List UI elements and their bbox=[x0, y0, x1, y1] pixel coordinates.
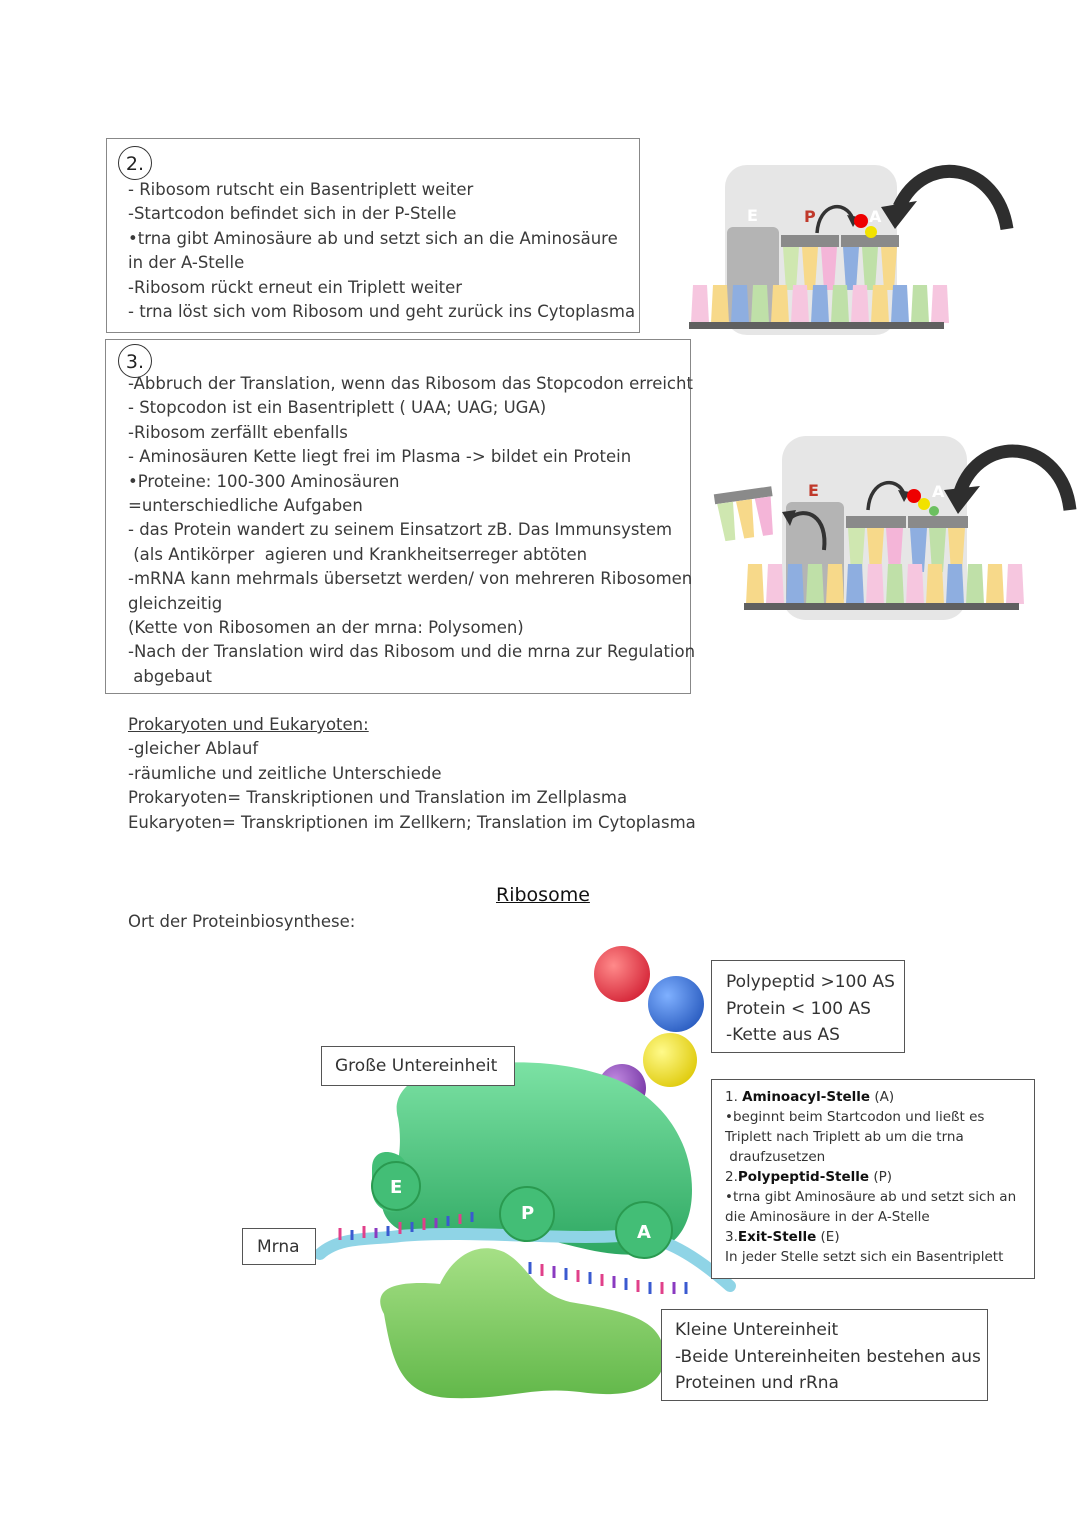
polypeptid-box bbox=[711, 960, 905, 1053]
prokaryoten-section bbox=[128, 713, 696, 835]
site-info-line: die Aminosäure in der A-Stelle bbox=[725, 1209, 930, 1225]
site-info-line: 1. Aminoacyl-Stelle (A) bbox=[725, 1089, 895, 1105]
step-3-line: - das Protein wandert zu seinem Einsatzort zB. Das Immunsystem bbox=[128, 520, 673, 540]
site-p-label: P bbox=[521, 1203, 535, 1224]
ribosome-sites-box bbox=[711, 1079, 1035, 1279]
polypeptid-line: Polypeptid >100 AS bbox=[726, 972, 895, 992]
polypeptid-line: -Kette aus AS bbox=[726, 1025, 840, 1045]
small-subunit-box bbox=[661, 1309, 988, 1401]
prokaryoten-line: -räumliche und zeitliche Unterschiede bbox=[128, 763, 442, 783]
step-2-number: 2. bbox=[118, 146, 152, 180]
ribosome-subtitle: Ort der Proteinbiosynthese: bbox=[128, 912, 356, 931]
site-info-line: •trna gibt Aminosäure ab und setzt sich an bbox=[725, 1189, 1017, 1205]
site-info-line: Triplett nach Triplett ab um die trna bbox=[725, 1129, 964, 1145]
translation-elongation-diagram bbox=[685, 155, 1025, 340]
diagram3-e-label: E bbox=[808, 481, 819, 500]
ribosome-title: Ribosome bbox=[496, 884, 590, 906]
step-3-text bbox=[128, 372, 695, 689]
step-3-line: -Ribosom zerfällt ebenfalls bbox=[128, 422, 348, 442]
small-subunit-line: Proteinen und rRna bbox=[675, 1373, 839, 1393]
step-3-line: - Stopcodon ist ein Basentriplett ( UAA; UAG; UGA) bbox=[128, 398, 547, 418]
site-info-line: 3.Exit-Stelle (E) bbox=[725, 1229, 840, 1245]
step-2-line: in der A-Stelle bbox=[128, 253, 245, 273]
site-info-line: draufzusetzen bbox=[725, 1149, 826, 1165]
diagram2-p-label: P bbox=[804, 207, 816, 226]
large-subunit-label: Große Untereinheit bbox=[321, 1046, 515, 1086]
mrna-label: Mrna bbox=[242, 1228, 316, 1265]
step-3-line: - Aminosäuren Kette liegt frei im Plasma -> bildet ein Protein bbox=[128, 447, 632, 467]
prokaryoten-heading: Prokaryoten und Eukaryoten: bbox=[128, 715, 369, 734]
small-subunit-line: Kleine Untereinheit bbox=[675, 1320, 839, 1340]
step-3-line: (als Antikörper agieren und Krankheitserreger abtöten bbox=[128, 544, 588, 564]
diagram3-a-label: A bbox=[932, 482, 945, 501]
step-3-line: (Kette von Ribosomen an der mrna: Polysomen) bbox=[128, 618, 524, 638]
site-info-line: •beginnt beim Startcodon und ließt es bbox=[725, 1109, 985, 1125]
step-3-line: -Abbruch der Translation, wenn das Ribosom das Stopcodon erreicht bbox=[128, 374, 693, 393]
step-2-line: - trna löst sich vom Ribosom und geht zurück ins Cytoplasma bbox=[128, 302, 636, 322]
step-2-line: -Startcodon befindet sich in der P-Stelle bbox=[128, 204, 457, 224]
polypeptid-line: Protein < 100 AS bbox=[726, 998, 871, 1019]
step-3-line: =unterschiedliche Aufgaben bbox=[128, 496, 363, 516]
step-2-line: - Ribosom rutscht ein Basentriplett weiter bbox=[128, 180, 474, 199]
site-info-line: 2.Polypeptid-Stelle (P) bbox=[725, 1169, 893, 1185]
step-3-number: 3. bbox=[118, 344, 152, 378]
diagram2-a-label: A bbox=[869, 207, 882, 226]
prokaryoten-line: -gleicher Ablauf bbox=[128, 739, 259, 759]
step-2-text bbox=[128, 178, 635, 324]
step-3-line: gleichzeitig bbox=[128, 593, 223, 613]
site-a-label: A bbox=[637, 1222, 651, 1243]
diagram2-e-label: E bbox=[747, 206, 758, 225]
step-2-line: •trna gibt Aminosäure ab und setzt sich an die Aminosäure bbox=[128, 228, 618, 248]
site-info-line: In jeder Stelle setzt sich ein Basentriplett bbox=[725, 1249, 1004, 1265]
step-3-line: abgebaut bbox=[128, 666, 212, 686]
prokaryoten-line: Prokaryoten= Transkriptionen und Translation im Zellplasma bbox=[128, 788, 628, 808]
site-e-label: E bbox=[390, 1177, 403, 1198]
small-subunit-line: -Beide Untereinheiten bestehen aus bbox=[675, 1346, 981, 1367]
prokaryoten-line: Eukaryoten= Transkriptionen im Zellkern; Translation im Cytoplasma bbox=[128, 812, 696, 832]
step-3-line: -mRNA kann mehrmals übersetzt werden/ von mehreren Ribosomen bbox=[128, 569, 693, 589]
step-3-line: •Proteine: 100-300 Aminosäuren bbox=[128, 471, 400, 491]
step-2-line: -Ribosom rückt erneut ein Triplett weiter bbox=[128, 277, 463, 297]
step-3-line: -Nach der Translation wird das Ribosom und die mrna zur Regulation bbox=[128, 642, 696, 662]
translation-termination-diagram bbox=[710, 430, 1080, 625]
